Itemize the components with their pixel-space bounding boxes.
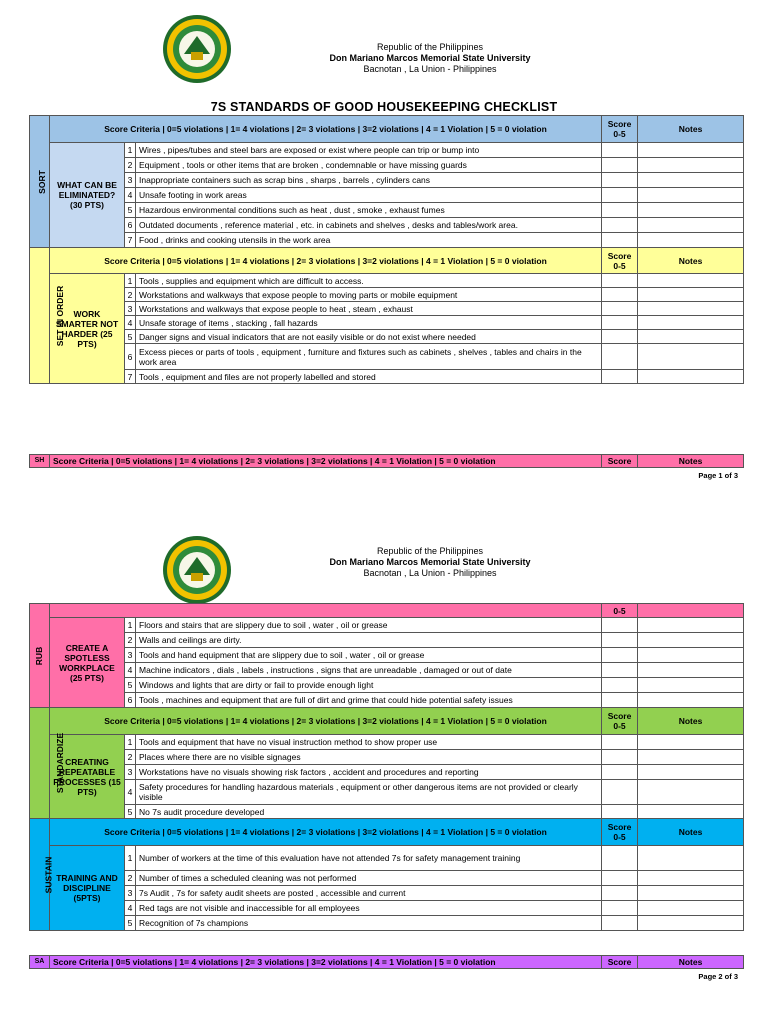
- score-criteria: Score Criteria | 0=5 violations | 1= 4 violations | 2= 3 violations | 3=2 violations | 4 = 1 Violation | 5 = 0 violation: [50, 819, 602, 846]
- university-name: Don Mariano Marcos Memorial State University: [329, 557, 531, 567]
- set-item: Workstations and walkways that expose people to moving parts or mobile equipment: [136, 288, 602, 302]
- notes-cell[interactable]: [638, 344, 744, 370]
- score-cell[interactable]: [602, 203, 638, 218]
- notes-cell[interactable]: [638, 648, 744, 663]
- score-cell[interactable]: [602, 693, 638, 708]
- sort-item: Unsafe footing in work areas: [136, 188, 602, 203]
- notes-cell[interactable]: [638, 805, 744, 819]
- set-item: Workstations and walkways that expose people to heat , steam , exhaust: [136, 302, 602, 316]
- notes-cell[interactable]: [638, 302, 744, 316]
- notes-header: Notes: [638, 956, 744, 969]
- shine-header-row: [30, 604, 744, 618]
- shine-label: RUB: [30, 604, 50, 708]
- score-cell[interactable]: [602, 750, 638, 765]
- notes-cell[interactable]: [638, 916, 744, 931]
- set-item: Tools , equipment and files are not properly labelled and stored: [136, 370, 602, 384]
- sustain-header-row: [30, 819, 744, 846]
- standardize-item: Workstations have no visuals showing risk factors , accident and procedures and reporting: [136, 765, 602, 780]
- set-in-order-label: SET IN ORDER: [30, 248, 50, 384]
- sort-item: Inappropriate containers such as scrap bins , sharps , barrels , cylinders cans: [136, 173, 602, 188]
- notes-header: Notes: [638, 116, 744, 143]
- notes-cell[interactable]: [638, 158, 744, 173]
- notes-cell[interactable]: [638, 780, 744, 805]
- score-cell[interactable]: [602, 173, 638, 188]
- notes-cell[interactable]: [638, 316, 744, 330]
- score-cell[interactable]: [602, 846, 638, 871]
- score-cell[interactable]: [602, 274, 638, 288]
- notes-cell[interactable]: [638, 633, 744, 648]
- set-header-row: [30, 248, 744, 274]
- score-cell[interactable]: [602, 633, 638, 648]
- shine-criterion: CREATE A SPOTLESS WORKPLACE (25 PTS): [50, 618, 125, 708]
- standardize-item: No 7s audit procedure developed: [136, 805, 602, 819]
- shine-partial-label: SH: [30, 455, 50, 468]
- sustain-label: SUSTAIN: [30, 819, 50, 931]
- score-cell[interactable]: [602, 765, 638, 780]
- notes-cell[interactable]: [638, 693, 744, 708]
- shine-item: Walls and ceilings are dirty.: [136, 633, 602, 648]
- score-cell[interactable]: [602, 288, 638, 302]
- score-cell[interactable]: [602, 805, 638, 819]
- header-text: [230, 546, 630, 579]
- score-cell[interactable]: [602, 663, 638, 678]
- university-location: Bacnotan , La Union - Philippines: [363, 64, 497, 74]
- notes-header: Notes: [638, 248, 744, 274]
- score-header: Score 0-5: [602, 248, 638, 274]
- score-criteria: Score Criteria | 0=5 violations | 1= 4 violations | 2= 3 violations | 3=2 violations | 4 = 1 Violation | 5 = 0 violation: [50, 956, 602, 969]
- sustain-item: Red tags are not visible and inaccessible for all employees: [136, 901, 602, 916]
- score-cell[interactable]: [602, 871, 638, 886]
- score-criteria: Score Criteria | 0=5 violations | 1= 4 violations | 2= 3 violations | 3=2 violations | 4 = 1 Violation | 5 = 0 violation: [50, 708, 602, 735]
- standardize-criterion: CREATING REPEATABLE PROCESSES (15 PTS): [50, 735, 125, 819]
- notes-cell[interactable]: [638, 274, 744, 288]
- score-criteria: Score Criteria | 0=5 violations | 1= 4 violations | 2= 3 violations | 3=2 violations | 4 = 1 Violation | 5 = 0 violation: [50, 455, 602, 468]
- notes-cell[interactable]: [638, 188, 744, 203]
- sustain-item: Number of times a scheduled cleaning was not performed: [136, 871, 602, 886]
- score-cell[interactable]: [602, 618, 638, 633]
- score-cell[interactable]: [602, 735, 638, 750]
- sort-item: Wires , pipes/tubes and steel bars are exposed or exist where people can trip or bump into: [136, 143, 602, 158]
- notes-header: Notes: [638, 819, 744, 846]
- republic-line: Republic of the Philippines: [376, 42, 484, 52]
- standardize-label: STANDARDIZE: [30, 708, 50, 819]
- shine-item: Tools and hand equipment that are slippery due to soil , water , oil or grease: [136, 648, 602, 663]
- sustain-item: Recognition of 7s champions: [136, 916, 602, 931]
- standardize-header-row: [30, 708, 744, 735]
- standardize-item: Tools and equipment that have no visual instruction method to show proper use: [136, 735, 602, 750]
- university-seal-icon: [162, 14, 232, 84]
- standardize-item: Safety procedures for handling hazardous materials , equipment or other dangerous items are not provided or clearly visible: [136, 780, 602, 805]
- sort-criterion: WHAT CAN BE ELIMINATED? (30 PTS): [50, 143, 125, 248]
- notes-cell[interactable]: [638, 886, 744, 901]
- notes-cell[interactable]: [638, 218, 744, 233]
- notes-cell[interactable]: [638, 735, 744, 750]
- notes-cell[interactable]: [638, 173, 744, 188]
- safety-partial-label: SA: [30, 956, 50, 969]
- notes-cell[interactable]: [638, 846, 744, 871]
- notes-header: Notes: [638, 455, 744, 468]
- sustain-criterion: TRAINING AND DISCIPLINE (5PTS): [50, 846, 125, 931]
- notes-cell[interactable]: [638, 233, 744, 248]
- page-2: [0, 525, 768, 1024]
- checklist-title: 7S STANDARDS OF GOOD HOUSEKEEPING CHECKLIST: [210, 100, 558, 114]
- set-item: Danger signs and visual indicators that are not easily visible or do not exist where needed: [136, 330, 602, 344]
- page-number: Page 1 of 3: [698, 471, 738, 480]
- shine-item: Windows and lights that are dirty or fail to provide enough light: [136, 678, 602, 693]
- set-item: Unsafe storage of items , stacking , fall hazards: [136, 316, 602, 330]
- score-header: Score 0-5: [602, 708, 638, 735]
- notes-cell[interactable]: [638, 678, 744, 693]
- score-cell[interactable]: [602, 158, 638, 173]
- score-header: Score 0-5: [602, 819, 638, 846]
- university-location: Bacnotan , La Union - Philippines: [363, 568, 497, 578]
- score-cell[interactable]: [602, 218, 638, 233]
- page-header: [0, 0, 768, 95]
- notes-cell[interactable]: [638, 330, 744, 344]
- page-1: [0, 0, 768, 505]
- score-cell[interactable]: [602, 780, 638, 805]
- score-header: Score: [602, 455, 638, 468]
- notes-cell[interactable]: [638, 663, 744, 678]
- notes-cell[interactable]: [638, 370, 744, 384]
- shine-partial-header: [29, 454, 744, 468]
- set-item: Tools , supplies and equipment which are difficult to access.: [136, 274, 602, 288]
- standardize-item: Places where there are no visible signages: [136, 750, 602, 765]
- sort-item: Equipment , tools or other items that are broken , condemnable or have missing guards: [136, 158, 602, 173]
- score-cell[interactable]: [602, 143, 638, 158]
- sort-label: SORT: [30, 116, 50, 248]
- shine-item: Machine indicators , dials , labels , instructions , signs that are unreadable , damaged or out of date: [136, 663, 602, 678]
- shine-item: Floors and stairs that are slippery due to soil , water , oil or grease: [136, 618, 602, 633]
- score-cell[interactable]: [602, 302, 638, 316]
- notes-header: Notes: [638, 708, 744, 735]
- score-range: 0-5: [602, 604, 638, 618]
- notes-cell[interactable]: [638, 288, 744, 302]
- safety-partial-header: [29, 955, 744, 969]
- university-name: Don Mariano Marcos Memorial State University: [329, 53, 531, 63]
- score-cell[interactable]: [602, 916, 638, 931]
- sort-header-row: [30, 116, 744, 143]
- header-text: [230, 42, 630, 75]
- score-criteria: Score Criteria | 0=5 violations | 1= 4 violations | 2= 3 violations | 3=2 violations | 4 = 1 Violation | 5 = 0 violation: [50, 116, 602, 143]
- sort-item: Outdated documents , reference material , etc. in cabinets and shelves , desks and tables/work area.: [136, 218, 602, 233]
- sort-set-table: SORT Score Criteria | 0=5 violations | 1= 4 violations | 2= 3 violations | 3=2 violations | 4 = 1 Violation | 5 = 0 violation Score 0-5 Notes WHAT CAN BE ELIMINATED? (30 PTS) 1 Wires , pipes/tubes and steel bars are exposed or exist where people can trip or bump into 2 Equipment , tools or other items that are broken , condemnable or have missing guards 3 Inappropriate containers such as scrap bins , sharps , barrels , cylinders cans 4 Unsafe footing in work areas 5 Hazardous environmental conditions such as heat , dust , smoke , exhaust fumes 6 Outdated documents , reference material , etc. in cabinets and shelves , desks and tables/work area. 7 Food , drinks and cooking utensils in the work area SET IN ORDER Score Criteria | 0=5 violations | 1= 4 violations | 2= 3 violations | 3=2 violations | 4 = 1 Violation | 5 = 0 violation Score 0-5 Notes WORK SMARTER NOT HARDER (25 PTS) 1 Tools , supplies and equipment which are difficult to access. 2 Workstations and walkways that expose people to moving parts or mobile equipment 3 Workstations and walkways that expose people to heat , steam , exhaust 4 Unsafe storage of items , stacking , fall hazards 5 Danger signs and visual indicators that are not easily visible or do not exist where needed 6 Excess pieces or parts of tools , equipment , furniture and fixtures such as cabinets , shelves , tables and chairs in the work area 7 Tools , equipment and files are not properly labelled and stored: [29, 115, 744, 384]
- score-cell[interactable]: [602, 678, 638, 693]
- score-cell[interactable]: [602, 886, 638, 901]
- score-cell[interactable]: [602, 233, 638, 248]
- score-cell[interactable]: [602, 188, 638, 203]
- shine-std-sustain-table: RUB 0-5 CREATE A SPOTLESS WORKPLACE (25 PTS) 1 Floors and stairs that are slippery due to soil , water , oil or grease 2 Walls and ceilings are dirty. 3 Tools and hand equipment that are slippery due to soil , water , oil or grease 4 Machine indicators , dials , labels , instructions , signs that are unreadable , damaged or out of date 5 Windows and lights that are dirty or fail to provide enough light 6 Tools , machines and equipment that are full of dirt and grime that could hide potential safety issues STANDARDIZE Score Criteria | 0=5 violations | 1= 4 violations | 2= 3 violations | 3=2 violations | 4 = 1 Violation | 5 = 0 violation Score 0-5 Notes CREATING REPEATABLE PROCESSES (15 PTS) 1 Tools and equipment that have no visual instruction method to show proper use 2 Places where there are no visible signages 3 Workstations have no visuals showing risk factors , accident and procedures and reporting 4 Safety procedures for handling hazardous materials , equipment or other dangerous items are not provided or clearly visible 5 No 7s audit procedure developed SUSTAIN Score Criteria | 0=5 violations | 1= 4 violations | 2= 3 violations | 3=2 violations | 4 = 1 Violation | 5 = 0 violation Score 0-5 Notes TRAINING AND DISCIPLINE (5PTS) 1 Number of workers at the time of this evaluation have not attended 7s for safety management training 2 Number of times a scheduled cleaning was not performed 3 7s Audit , 7s for safety audit sheets are posted , accessible and current 4 Red tags are not visible and inaccessible for all employees 5 Recognition of 7s champions: [29, 603, 744, 931]
- university-seal-icon: [162, 535, 232, 605]
- set-criterion: WORK SMARTER NOT HARDER (25 PTS): [50, 274, 125, 384]
- set-item: Excess pieces or parts of tools , equipment , furniture and fixtures such as cabinets , shelves , tables and chairs in the work area: [136, 344, 602, 370]
- score-cell[interactable]: [602, 344, 638, 370]
- page-number: Page 2 of 3: [698, 972, 738, 981]
- sort-item: Food , drinks and cooking utensils in the work area: [136, 233, 602, 248]
- score-cell[interactable]: [602, 370, 638, 384]
- score-cell[interactable]: [602, 901, 638, 916]
- notes-cell[interactable]: [638, 203, 744, 218]
- score-cell[interactable]: [602, 316, 638, 330]
- score-cell[interactable]: [602, 330, 638, 344]
- notes-cell[interactable]: [638, 901, 744, 916]
- score-header: Score: [602, 956, 638, 969]
- sort-item: Hazardous environmental conditions such as heat , dust , smoke , exhaust fumes: [136, 203, 602, 218]
- notes-cell[interactable]: [638, 871, 744, 886]
- sustain-item: Number of workers at the time of this evaluation have not attended 7s for safety management training: [136, 846, 602, 871]
- notes-cell[interactable]: [638, 143, 744, 158]
- notes-cell[interactable]: [638, 765, 744, 780]
- republic-line: Republic of the Philippines: [376, 546, 484, 556]
- score-cell[interactable]: [602, 648, 638, 663]
- shine-item: Tools , machines and equipment that are full of dirt and grime that could hide potential safety issues: [136, 693, 602, 708]
- score-header: Score 0-5: [602, 116, 638, 143]
- notes-cell[interactable]: [638, 618, 744, 633]
- sustain-item: 7s Audit , 7s for safety audit sheets are posted , accessible and current: [136, 886, 602, 901]
- notes-cell[interactable]: [638, 750, 744, 765]
- score-criteria: Score Criteria | 0=5 violations | 1= 4 violations | 2= 3 violations | 3=2 violations | 4 = 1 Violation | 5 = 0 violation: [50, 248, 602, 274]
